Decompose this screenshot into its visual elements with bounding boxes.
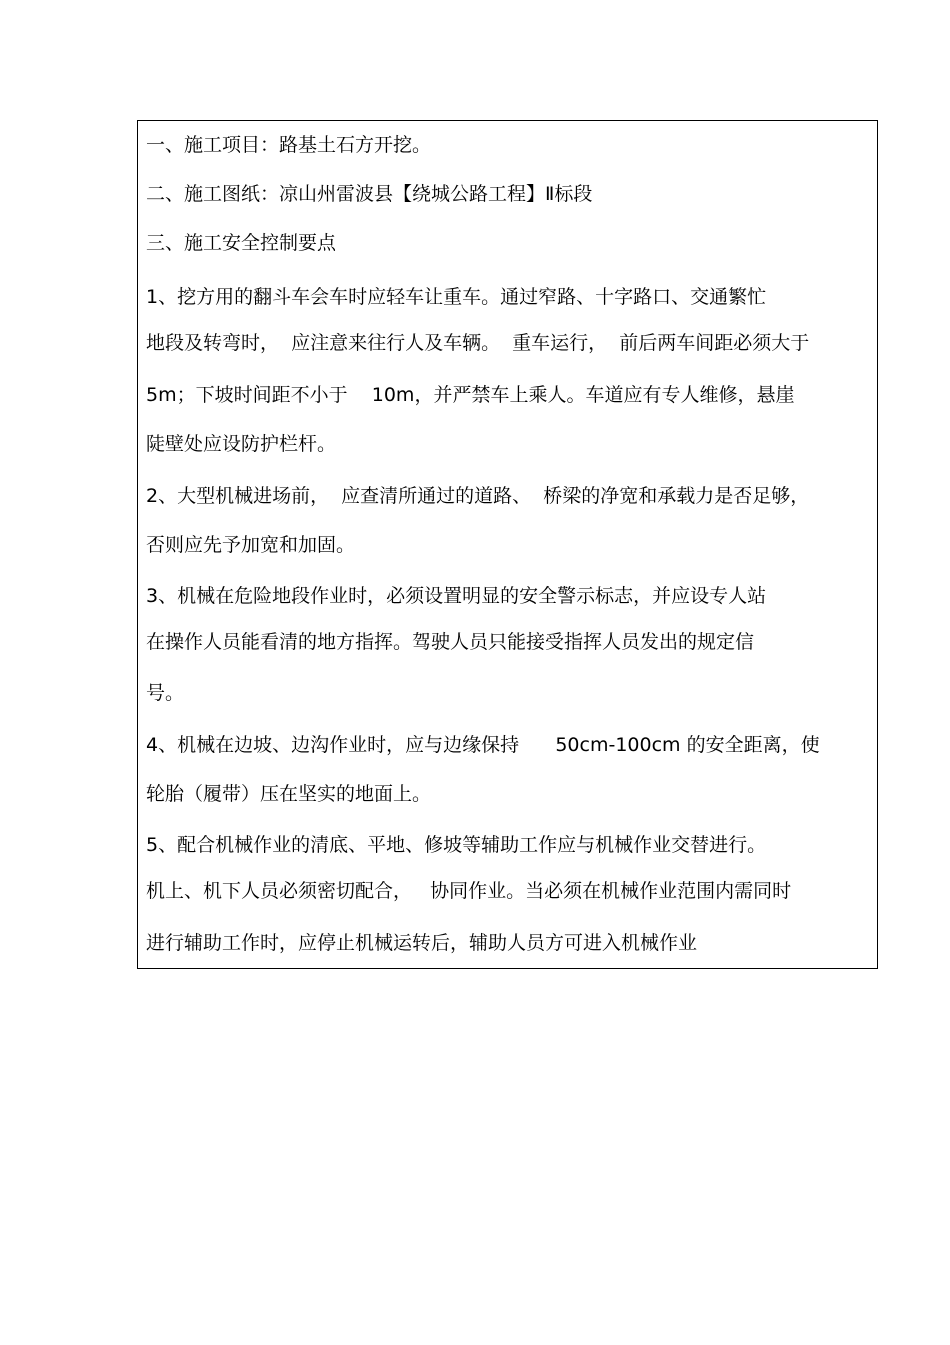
- point-3-line-1: 3、机械在危险地段作业时，必须设置明显的安全警示标志，并应设专人站: [146, 585, 767, 607]
- point-4-line-1: 4、机械在边坡、边沟作业时，应与边缘保持 50cm-100cm 的安全距离，使: [146, 734, 820, 756]
- point-5-line-3: 进行辅助工作时，应停止机械运转后，辅助人员方可进入机械作业: [146, 932, 698, 954]
- document-frame: [137, 120, 878, 969]
- point-3-line-3: 号。: [146, 682, 185, 704]
- point-1-line-2: 地段及转弯时， 应注意来往行人及车辆。 重车运行， 前后两车间距必须大于: [146, 332, 810, 354]
- point-5-line-1: 5、配合机械作业的清底、平地、修坡等辅助工作应与机械作业交替进行。: [146, 834, 767, 856]
- item-2-construction-drawings: 二、施工图纸：凉山州雷波县【绕城公路工程】Ⅱ标段: [146, 183, 593, 205]
- point-1-line-3: 5m；下坡时间距不小于 10m，并严禁车上乘人。车道应有专人维修，悬崖: [146, 384, 795, 406]
- point-5-line-2: 机上、机下人员必须密切配合， 协同作业。当必须在机械作业范围内需同时: [146, 880, 792, 902]
- point-2-line-1: 2、大型机械进场前， 应查清所通过的道路、 桥梁的净宽和承载力是否足够，: [146, 485, 810, 507]
- item-1-construction-project: 一、施工项目：路基土石方开挖。: [146, 134, 432, 156]
- point-1-line-4: 陡壁处应设防护栏杆。: [146, 433, 337, 455]
- item-3-safety-control-heading: 三、施工安全控制要点: [146, 232, 337, 254]
- point-1-line-1: 1、挖方用的翻斗车会车时应轻车让重车。通过窄路、十字路口、交通繁忙: [146, 286, 767, 308]
- point-2-line-2: 否则应先予加宽和加固。: [146, 534, 356, 556]
- point-3-line-2: 在操作人员能看清的地方指挥。驾驶人员只能接受指挥人员发出的规定信: [146, 631, 755, 653]
- point-4-line-2: 轮胎（履带）压在坚实的地面上。: [146, 783, 432, 805]
